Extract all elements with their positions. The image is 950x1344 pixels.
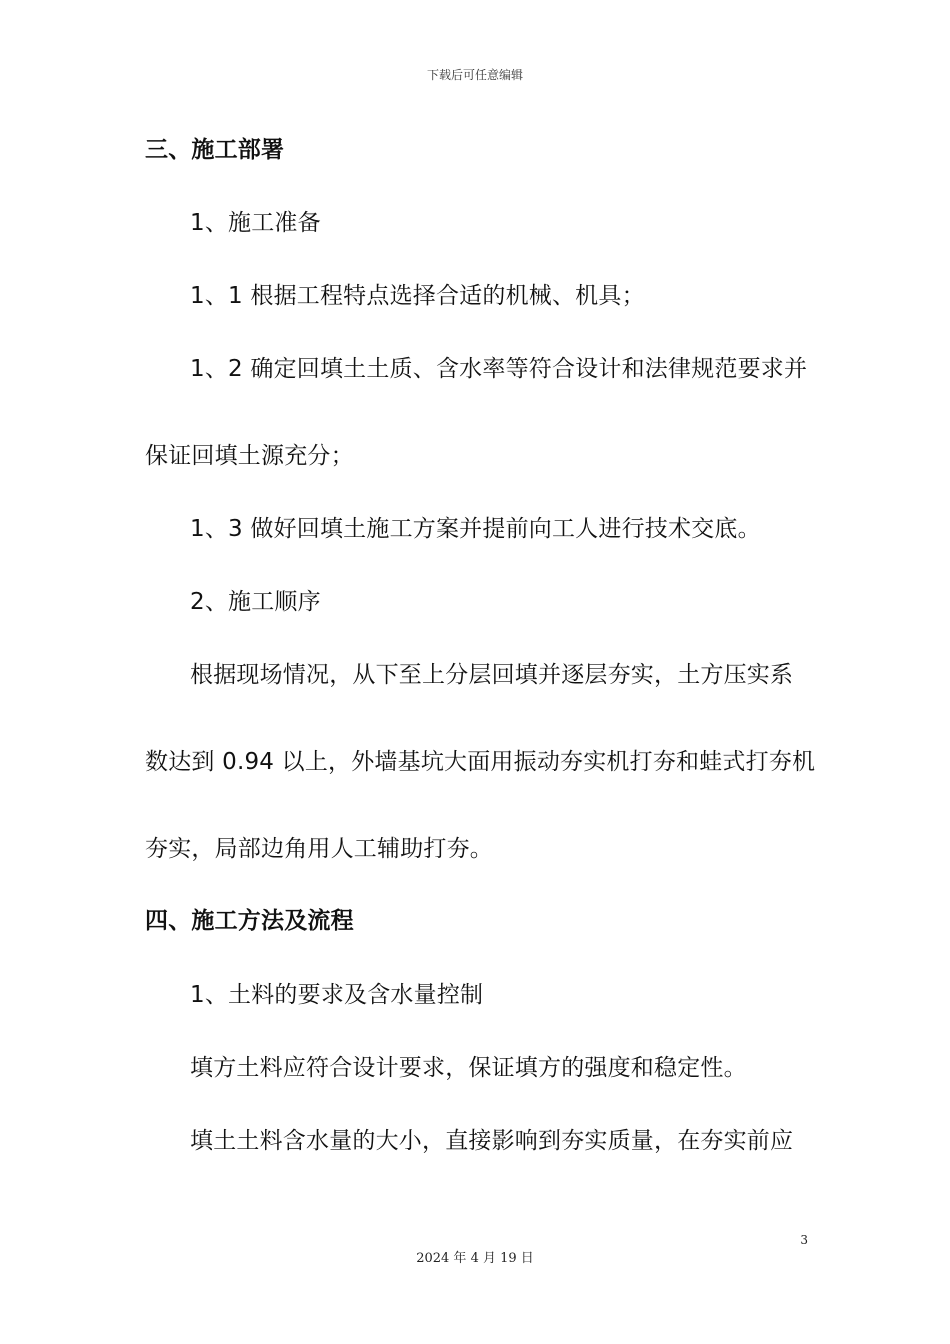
paragraph-sequence-line2: 数达到 0.94 以上，外墙基坑大面用振动夯实机打夯和蛙式打夯机 xyxy=(145,749,816,775)
paragraph-1-3: 1、3 做好回填土施工方案并提前向工人进行技术交底。 xyxy=(190,516,761,542)
subheading-soil-material: 1、土料的要求及含水量控制 xyxy=(190,982,484,1008)
paragraph-sequence-line1: 根据现场情况，从下至上分层回填并逐层夯实，土方压实系 xyxy=(190,662,794,688)
paragraph-1-1: 1、1 根据工程特点选择合适的机械、机具； xyxy=(190,283,645,309)
section-heading-4: 四、施工方法及流程 xyxy=(145,908,354,934)
paragraph-1-2-line1: 1、2 确定回填土土质、含水率等符合设计和法律规范要求并 xyxy=(190,356,808,382)
subheading-sequence: 2、施工顺序 xyxy=(190,589,321,615)
paragraph-1-2-line2: 保证回填土源充分； xyxy=(145,443,354,469)
page-number: 3 xyxy=(800,1233,808,1247)
subheading-preparation: 1、施工准备 xyxy=(190,210,321,236)
footer-date: 2024 年 4 月 19 日 xyxy=(416,1251,534,1266)
paragraph-moisture-control: 填土土料含水量的大小，直接影响到夯实质量，在夯实前应 xyxy=(190,1128,794,1154)
section-heading-3: 三、施工部署 xyxy=(145,137,285,163)
paragraph-sequence-line3: 夯实，局部边角用人工辅助打夯。 xyxy=(145,836,493,862)
paragraph-soil-requirement: 填方土料应符合设计要求，保证填方的强度和稳定性。 xyxy=(190,1055,747,1081)
page-header: 下载后可任意编辑 xyxy=(426,68,523,82)
